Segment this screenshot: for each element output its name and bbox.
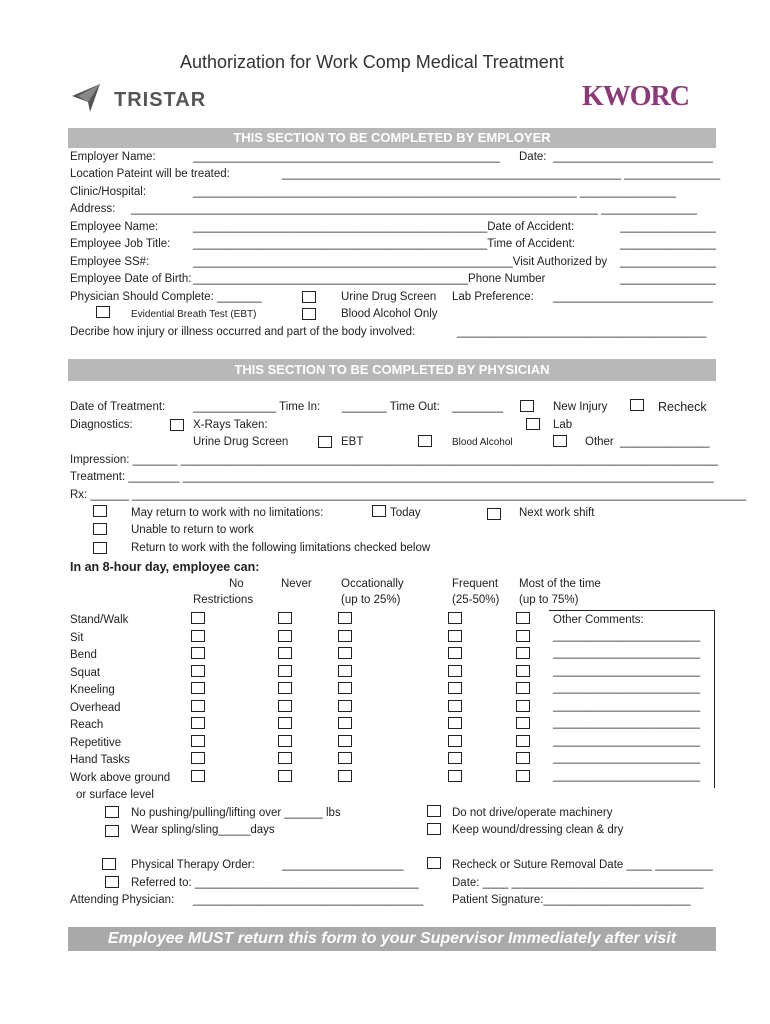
activity-checkbox-frequent[interactable] (448, 752, 462, 764)
activity-label: Squat (70, 666, 101, 679)
rx-field[interactable]: Rx: ______ ________________________________________________________________________________________________ (70, 489, 747, 501)
activity-label: Reach (70, 719, 104, 731)
urine-screen-label: Urine Drug Screen (193, 436, 289, 448)
comment-line[interactable]: _______________________ (553, 717, 701, 729)
activity-checkbox-never[interactable] (278, 735, 292, 747)
unable-checkbox[interactable] (93, 523, 107, 535)
next-shift-label: Next work shift (519, 507, 595, 519)
activity-checkbox-most[interactable] (516, 647, 530, 659)
activity-checkbox-never[interactable] (278, 630, 292, 642)
activity-checkbox-frequent[interactable] (448, 700, 462, 712)
diagnostics-label: Diagnostics: (70, 419, 133, 431)
comments-right-border (714, 610, 715, 788)
lab-preference-field[interactable]: _________________________ (553, 291, 713, 303)
new-injury-label: New Injury (553, 401, 608, 413)
activity-checkbox-most[interactable] (516, 630, 530, 642)
activity-checkbox-never[interactable] (278, 752, 292, 764)
page-title: Authorization for Work Comp Medical Treatment (180, 52, 564, 72)
activity-checkbox-never[interactable] (278, 647, 292, 659)
activity-label: Sit (70, 631, 84, 644)
other-label: Other (585, 436, 614, 448)
phone-field[interactable]: _______________ (620, 273, 716, 285)
activity-checkbox-never[interactable] (278, 700, 292, 712)
activity-checkbox-no-restrictions[interactable] (191, 647, 205, 659)
activity-checkbox-most[interactable] (516, 717, 530, 729)
sling-label: Wear spling/sling_____days (131, 824, 275, 836)
dob-label: Employee Date of Birth: (70, 273, 192, 285)
recheck-label: Recheck (658, 400, 707, 414)
wound-label: Keep wound/dressing clean & dry (452, 824, 624, 836)
comment-line[interactable]: _______________________ (553, 664, 701, 677)
xrays-label: X-Rays Taken: (193, 419, 268, 431)
activity-checkbox-occasionally[interactable] (338, 682, 352, 694)
no-drive-label: Do not drive/operate machinery (452, 807, 613, 819)
physician-section-header: THIS SECTION TO BE COMPLETED BY PHYSICIAN (68, 359, 716, 381)
describe-field[interactable]: _______________________________________ (457, 326, 707, 338)
activity-checkbox-no-restrictions[interactable] (191, 717, 205, 729)
comment-line[interactable]: _______________________ (553, 769, 701, 782)
activity-checkbox-occasionally[interactable] (338, 735, 352, 747)
activity-checkbox-frequent[interactable] (448, 612, 462, 624)
date-field[interactable]: _________________________ (553, 151, 713, 163)
ebt-label: Evidential Breath Test (EBT) (131, 309, 257, 320)
address-field[interactable]: _________________________________________________________________________ _______________ (131, 203, 698, 215)
employee-name-label: Employee Name: (70, 221, 159, 233)
tristar-logo-icon (70, 82, 230, 116)
describe-label: Decribe how injury or illness occurred and part of the body involved: (70, 326, 416, 338)
no-drive-checkbox[interactable] (427, 805, 441, 817)
dob-field[interactable]: ___________________________________________Phone Number (193, 273, 546, 285)
activity-checkbox-never[interactable] (278, 717, 292, 729)
col-restrictions: Restrictions (193, 594, 254, 606)
treatment-field[interactable]: Treatment: ________ ___________________________________________________________________________________ (70, 471, 714, 483)
svg-text:KWORC: KWORC (582, 81, 689, 112)
comment-line[interactable]: _______________________ (553, 629, 701, 642)
patient-signature-field[interactable]: Patient Signature:_______________________ (452, 894, 691, 906)
blood-alcohol-checkbox[interactable] (302, 308, 316, 320)
activity-checkbox-most[interactable] (516, 752, 530, 764)
activity-label: Bend (70, 649, 97, 661)
activity-checkbox-occasionally[interactable] (338, 717, 352, 729)
activity-checkbox-no-restrictions[interactable] (191, 700, 205, 712)
svg-text:TRISTAR: TRISTAR (114, 89, 207, 111)
activity-label: Repetitive (70, 736, 122, 749)
activity-checkbox-no-restrictions[interactable] (191, 630, 205, 642)
date-short-field[interactable]: Date: ____ ______________________________ (452, 877, 704, 889)
comment-line[interactable]: _______________________ (553, 734, 701, 747)
visit-authorized-field[interactable]: _______________ (620, 256, 716, 268)
attending-field[interactable]: ____________________________________ (193, 894, 424, 906)
activity-checkbox-never[interactable] (278, 612, 292, 624)
xrays-checkbox[interactable] (170, 419, 184, 431)
blood-alcohol-phys-label: Blood Alcohol (452, 437, 513, 448)
activity-checkbox-occasionally[interactable] (338, 770, 352, 782)
kworc-logo (582, 78, 692, 117)
urine-drug-label: Urine Drug Screen (341, 291, 437, 303)
activity-checkbox-frequent[interactable] (448, 682, 462, 694)
activity-checkbox-no-restrictions[interactable] (191, 735, 205, 747)
new-injury-checkbox[interactable] (520, 400, 534, 412)
pt-order-checkbox[interactable] (102, 858, 116, 870)
comment-line[interactable]: _______________________ (553, 699, 701, 712)
activity-checkbox-frequent[interactable] (448, 770, 462, 782)
col-never: Never (281, 578, 312, 590)
tristar-logo (70, 82, 230, 121)
activity-label: Kneeling (70, 684, 115, 696)
footer-banner: Employee MUST return this form to your Supervisor Immediately after visit (68, 927, 716, 951)
date-treatment-field[interactable]: _____________ Time In: (193, 401, 321, 413)
may-return-label: May return to work with no limitations: (131, 507, 324, 519)
job-title-label: Employee Job Title: (70, 238, 171, 250)
activity-checkbox-never[interactable] (278, 665, 292, 677)
activity-label: Stand/Walk (70, 614, 129, 626)
surface-label: or surface level (76, 789, 154, 801)
ebt-phys-label: EBT (341, 436, 364, 448)
activity-checkbox-no-restrictions[interactable] (191, 612, 205, 624)
pt-order-field[interactable]: ___________________ (282, 859, 404, 871)
activity-checkbox-frequent[interactable] (448, 630, 462, 642)
blood-alcohol-phys-checkbox[interactable] (418, 435, 432, 447)
activity-checkbox-most[interactable] (516, 770, 530, 782)
ss-field[interactable]: __________________________________________________Visit Authorized by (193, 256, 608, 268)
blood-alcohol-label: Blood Alcohol Only (341, 308, 438, 320)
col-most: Most of the time (519, 578, 601, 590)
activity-checkbox-occasionally[interactable] (338, 612, 352, 624)
col-frequent-pct: (25-50%) (452, 594, 500, 606)
col-most-pct: (up to 75%) (519, 594, 579, 606)
return-limits-checkbox[interactable] (93, 542, 107, 554)
attending-label: Attending Physician: (70, 894, 175, 906)
clinic-field[interactable]: ____________________________________________________________ _______________ (193, 186, 676, 198)
sling-checkbox[interactable] (105, 825, 119, 837)
pt-order-label: Physical Therapy Order: (131, 859, 255, 871)
no-pushing-label: No pushing/pulling/lifting over ______ lbs (131, 807, 341, 819)
activity-checkbox-most[interactable] (516, 665, 530, 677)
col-frequent: Frequent (452, 578, 499, 590)
other-field[interactable]: ______________ (620, 436, 710, 448)
referred-field[interactable]: Referred to: ___________________________________ (131, 877, 419, 889)
comments-top-border (549, 610, 715, 611)
comment-line[interactable]: _______________________ (553, 752, 701, 764)
other-checkbox[interactable] (553, 435, 567, 447)
today-checkbox[interactable] (372, 505, 386, 517)
may-return-checkbox[interactable] (93, 505, 107, 517)
employee-name-field[interactable]: ______________________________________________Date of Accident: (193, 221, 575, 233)
activity-checkbox-frequent[interactable] (448, 735, 462, 747)
referred-checkbox[interactable] (105, 876, 119, 888)
activity-checkbox-no-restrictions[interactable] (191, 665, 205, 677)
job-title-field[interactable]: ______________________________________________Time of Accident: (193, 238, 575, 250)
employer-section-header: THIS SECTION TO BE COMPLETED BY EMPLOYER (68, 128, 716, 148)
wound-checkbox[interactable] (427, 823, 441, 835)
col-no: No (229, 578, 244, 590)
ebt-checkbox[interactable] (96, 306, 110, 318)
location-label: Location Pateint will be treated: (70, 168, 230, 180)
recheck-suture-field[interactable]: Recheck or Suture Removal Date ____ _________ (452, 859, 713, 871)
eight-hour-heading: In an 8-hour day, employee can: (70, 560, 260, 574)
activity-label: Hand Tasks (70, 754, 130, 766)
comment-line[interactable]: _______________________ (553, 647, 701, 659)
col-occasionally-pct: (up to 25%) (341, 594, 401, 606)
activity-checkbox-no-restrictions[interactable] (191, 770, 205, 782)
activity-checkbox-frequent[interactable] (448, 647, 462, 659)
activity-checkbox-occasionally[interactable] (338, 752, 352, 764)
employer-name-label: Employer Name: (70, 151, 156, 163)
activity-checkbox-no-restrictions[interactable] (191, 752, 205, 764)
activity-checkbox-occasionally[interactable] (338, 630, 352, 642)
impression-field[interactable]: Impression: _______ ____________________________________________________________________________________ (70, 454, 718, 466)
activity-checkbox-most[interactable] (516, 682, 530, 694)
activity-checkbox-occasionally[interactable] (338, 647, 352, 659)
activity-checkbox-most[interactable] (516, 700, 530, 712)
time-out-field[interactable]: ________ (452, 401, 504, 413)
activity-checkbox-frequent[interactable] (448, 665, 462, 677)
date-treatment-label: Date of Treatment: (70, 401, 166, 413)
lab-checkbox[interactable] (526, 418, 540, 430)
no-pushing-checkbox[interactable] (105, 806, 119, 818)
physician-complete-label: Physician Should Complete: _______ (70, 291, 262, 303)
other-comments-label: Other Comments: (553, 614, 644, 626)
date-label: Date: (519, 151, 547, 163)
today-label: Today (390, 507, 421, 519)
next-shift-checkbox[interactable] (487, 508, 501, 520)
unable-label: Unable to return to work (131, 524, 254, 536)
activity-checkbox-most[interactable] (516, 735, 530, 747)
address-label: Address: (70, 203, 116, 215)
recheck-suture-checkbox[interactable] (427, 857, 441, 869)
ss-label: Employee SS#: (70, 256, 150, 268)
col-occasionally: Occationally (341, 578, 404, 590)
comment-line[interactable]: _______________________ (553, 682, 701, 694)
activity-checkbox-never[interactable] (278, 682, 292, 694)
accident-time-field[interactable]: _______________ (620, 238, 716, 250)
recheck-checkbox[interactable] (630, 399, 644, 411)
activity-checkbox-occasionally[interactable] (338, 665, 352, 677)
time-in-field[interactable]: _______ Time Out: (342, 401, 440, 413)
ebt-phys-checkbox[interactable] (318, 436, 332, 448)
clinic-label: Clinic/Hospital: (70, 186, 147, 198)
location-field[interactable]: _____________________________________________________ _______________ (282, 168, 721, 180)
lab-preference-label: Lab Preference: (452, 291, 534, 303)
activity-checkbox-most[interactable] (516, 612, 530, 624)
lab-label: Lab (553, 419, 573, 431)
employer-name-field[interactable]: ________________________________________________ (193, 151, 500, 163)
activity-checkbox-occasionally[interactable] (338, 700, 352, 712)
activity-checkbox-no-restrictions[interactable] (191, 682, 205, 694)
activity-checkbox-never[interactable] (278, 770, 292, 782)
urine-drug-checkbox[interactable] (302, 291, 316, 303)
accident-date-field[interactable]: _______________ (620, 221, 716, 233)
return-limits-label: Return to work with the following limitations checked below (131, 542, 431, 554)
kworc-logo-icon (582, 78, 692, 112)
activity-label: Work above ground (70, 771, 171, 784)
activity-checkbox-frequent[interactable] (448, 717, 462, 729)
activity-label: Overhead (70, 701, 121, 714)
